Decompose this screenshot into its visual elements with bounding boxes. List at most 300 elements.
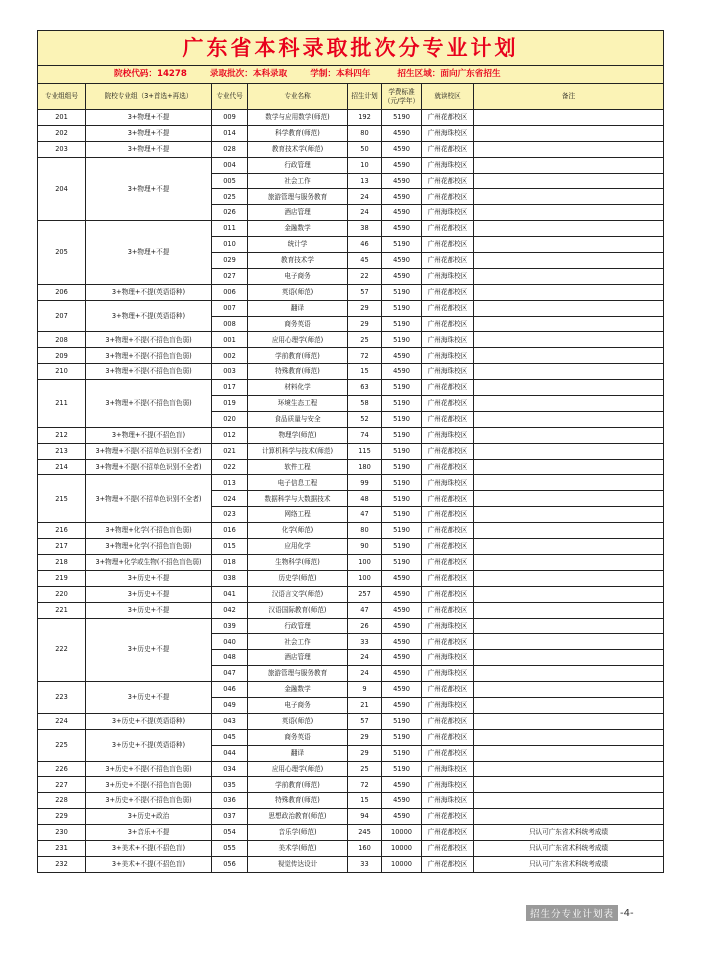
note	[474, 634, 664, 650]
major-code: 022	[212, 459, 248, 475]
major-code: 055	[212, 840, 248, 856]
campus: 广州花都校区	[422, 523, 474, 539]
tuition: 5190	[382, 411, 422, 427]
group-requirement: 3+历史+政治	[86, 809, 212, 825]
campus: 广州花都校区	[422, 745, 474, 761]
tuition: 10000	[382, 825, 422, 841]
major-name: 数学与应用数学(师范)	[248, 110, 348, 126]
major-code: 015	[212, 539, 248, 555]
campus: 广州花都校区	[422, 840, 474, 856]
campus: 广州花都校区	[422, 443, 474, 459]
note	[474, 777, 664, 793]
major-code: 007	[212, 300, 248, 316]
major-name: 生物科学(师范)	[248, 554, 348, 570]
note	[474, 110, 664, 126]
group-requirement: 3+历史+不提	[86, 682, 212, 714]
group-number: 212	[38, 427, 86, 443]
table-row	[38, 348, 664, 364]
plan-count: 45	[348, 253, 382, 269]
tuition: 5190	[382, 427, 422, 443]
group-number: 226	[38, 761, 86, 777]
plan-count: 24	[348, 666, 382, 682]
group-number: 215	[38, 475, 86, 523]
note	[474, 300, 664, 316]
group-number: 207	[38, 300, 86, 332]
note	[474, 237, 664, 253]
group-number: 213	[38, 443, 86, 459]
campus: 广州花都校区	[422, 507, 474, 523]
campus: 广州花都校区	[422, 189, 474, 205]
tuition: 4590	[382, 570, 422, 586]
table-row	[38, 380, 664, 396]
major-name: 特殊教育(师范)	[248, 364, 348, 380]
table-row	[38, 443, 664, 459]
major-code: 027	[212, 268, 248, 284]
major-name: 统计学	[248, 237, 348, 253]
plan-count: 80	[348, 523, 382, 539]
major-name: 学前教育(师范)	[248, 348, 348, 364]
major-code: 056	[212, 856, 248, 872]
group-number: 211	[38, 380, 86, 428]
major-name: 物理学(师范)	[248, 427, 348, 443]
info-bar	[38, 66, 664, 84]
plan-count: 94	[348, 809, 382, 825]
campus: 广州花都校区	[422, 602, 474, 618]
major-code: 039	[212, 618, 248, 634]
note	[474, 745, 664, 761]
group-requirement: 3+物理+不提(英语语种)	[86, 284, 212, 300]
campus: 广州花都校区	[422, 221, 474, 237]
major-code: 018	[212, 554, 248, 570]
table-row	[38, 856, 664, 872]
major-code: 020	[212, 411, 248, 427]
major-name: 教育技术学	[248, 253, 348, 269]
plan-count: 257	[348, 586, 382, 602]
major-code: 044	[212, 745, 248, 761]
major-name: 特殊教育(师范)	[248, 793, 348, 809]
plan-count: 52	[348, 411, 382, 427]
tuition: 10000	[382, 856, 422, 872]
tuition: 4590	[382, 205, 422, 221]
table-row	[38, 729, 664, 745]
group-number: 205	[38, 221, 86, 285]
campus: 广州花都校区	[422, 729, 474, 745]
group-requirement: 3+历史+不提(不招色盲色弱)	[86, 761, 212, 777]
tuition: 5190	[382, 507, 422, 523]
plan-count: 99	[348, 475, 382, 491]
plan-count: 13	[348, 173, 382, 189]
campus: 广州花都校区	[422, 141, 474, 157]
group-requirement: 3+物理+不提	[86, 110, 212, 126]
campus: 广州海珠校区	[422, 427, 474, 443]
major-code: 005	[212, 173, 248, 189]
table-row	[38, 332, 664, 348]
major-name: 网络工程	[248, 507, 348, 523]
major-name: 科学教育(师范)	[248, 125, 348, 141]
major-name: 视觉传达设计	[248, 856, 348, 872]
group-requirement: 3+物理+不提(不招色盲色弱)	[86, 380, 212, 428]
group-number: 203	[38, 141, 86, 157]
campus: 广州海珠校区	[422, 268, 474, 284]
tuition: 4590	[382, 173, 422, 189]
tuition: 5190	[382, 316, 422, 332]
campus: 广州花都校区	[422, 316, 474, 332]
major-name: 翻译	[248, 745, 348, 761]
campus: 广州花都校区	[422, 825, 474, 841]
group-requirement: 3+美术+不提(不招色盲)	[86, 856, 212, 872]
group-number: 227	[38, 777, 86, 793]
campus: 广州花都校区	[422, 570, 474, 586]
group-number: 222	[38, 618, 86, 682]
major-name: 英语(师范)	[248, 284, 348, 300]
major-name: 旅游管理与服务教育	[248, 666, 348, 682]
plan-count: 21	[348, 697, 382, 713]
campus: 广州花都校区	[422, 380, 474, 396]
tuition: 4590	[382, 586, 422, 602]
group-requirement: 3+物理+不提(不招单色识别不全者)	[86, 459, 212, 475]
group-number: 208	[38, 332, 86, 348]
tuition: 5190	[382, 380, 422, 396]
plan-count: 24	[348, 650, 382, 666]
major-code: 008	[212, 316, 248, 332]
major-name: 历史学(师范)	[248, 570, 348, 586]
note	[474, 697, 664, 713]
group-number: 219	[38, 570, 86, 586]
tuition: 4590	[382, 618, 422, 634]
major-code: 024	[212, 491, 248, 507]
plan-count: 72	[348, 348, 382, 364]
plan-count: 72	[348, 777, 382, 793]
admission-batch: 录取批次：本科录取	[209, 69, 288, 80]
campus: 广州海珠校区	[422, 125, 474, 141]
tuition: 5190	[382, 332, 422, 348]
plan-count: 22	[348, 268, 382, 284]
major-code: 054	[212, 825, 248, 841]
campus: 广州花都校区	[422, 539, 474, 555]
major-name: 思想政治教育(师范)	[248, 809, 348, 825]
group-requirement: 3+物理+不提(不招色盲)	[86, 427, 212, 443]
group-requirement: 3+物理+不提(不招单色识别不全者)	[86, 475, 212, 523]
note	[474, 221, 664, 237]
plan-count: 58	[348, 396, 382, 412]
campus: 广州海珠校区	[422, 697, 474, 713]
note	[474, 364, 664, 380]
plan-count: 50	[348, 141, 382, 157]
major-code: 010	[212, 237, 248, 253]
tuition: 4590	[382, 650, 422, 666]
group-requirement: 3+物理+不提	[86, 221, 212, 285]
campus: 广州花都校区	[422, 173, 474, 189]
major-code: 029	[212, 253, 248, 269]
major-code: 006	[212, 284, 248, 300]
tuition: 4590	[382, 268, 422, 284]
note	[474, 586, 664, 602]
group-requirement: 3+物理+不提(不招单色识别不全者)	[86, 443, 212, 459]
group-number: 206	[38, 284, 86, 300]
table-row	[38, 570, 664, 586]
page-footer	[526, 906, 634, 920]
tuition: 5190	[382, 713, 422, 729]
plan-count: 24	[348, 205, 382, 221]
note: 只认可广东省术科统考成绩	[474, 856, 664, 872]
note	[474, 554, 664, 570]
plan-count: 33	[348, 856, 382, 872]
tuition: 4590	[382, 364, 422, 380]
group-requirement: 3+物理+不提	[86, 125, 212, 141]
tuition: 4590	[382, 189, 422, 205]
table-row	[38, 554, 664, 570]
note	[474, 618, 664, 634]
group-number: 209	[38, 348, 86, 364]
campus: 广州花都校区	[422, 459, 474, 475]
tuition: 4590	[382, 682, 422, 698]
note	[474, 793, 664, 809]
group-number: 223	[38, 682, 86, 714]
plan-count: 29	[348, 316, 382, 332]
note: 只认可广东省术科统考成绩	[474, 825, 664, 841]
note	[474, 348, 664, 364]
header-major-code: 专业代号	[212, 84, 248, 110]
plan-count: 100	[348, 570, 382, 586]
table-row	[38, 364, 664, 380]
tuition: 10000	[382, 840, 422, 856]
header-group-requirement: 院校专业组（3+首选+再选）	[86, 84, 212, 110]
note	[474, 173, 664, 189]
major-name: 学前教育(师范)	[248, 777, 348, 793]
major-name: 翻译	[248, 300, 348, 316]
note	[474, 713, 664, 729]
table-row	[38, 300, 664, 316]
note	[474, 507, 664, 523]
group-requirement: 3+历史+不提(不招色盲色弱)	[86, 793, 212, 809]
group-number: 201	[38, 110, 86, 126]
tuition: 4590	[382, 157, 422, 173]
admission-plan-table	[37, 30, 664, 873]
group-requirement: 3+历史+不提	[86, 602, 212, 618]
campus: 广州花都校区	[422, 682, 474, 698]
tuition: 5190	[382, 110, 422, 126]
campus: 广州海珠校区	[422, 666, 474, 682]
major-name: 化学(师范)	[248, 523, 348, 539]
major-code: 040	[212, 634, 248, 650]
campus: 广州花都校区	[422, 110, 474, 126]
note	[474, 650, 664, 666]
tuition: 4590	[382, 793, 422, 809]
table-row	[38, 761, 664, 777]
major-name: 食品质量与安全	[248, 411, 348, 427]
campus: 广州花都校区	[422, 284, 474, 300]
tuition: 5190	[382, 745, 422, 761]
admission-plan-sheet	[37, 30, 663, 873]
major-code: 023	[212, 507, 248, 523]
tuition: 4590	[382, 634, 422, 650]
plan-count: 80	[348, 125, 382, 141]
tuition: 4590	[382, 141, 422, 157]
plan-count: 74	[348, 427, 382, 443]
major-name: 行政管理	[248, 618, 348, 634]
campus: 广州花都校区	[422, 713, 474, 729]
major-name: 金融数学	[248, 682, 348, 698]
major-code: 001	[212, 332, 248, 348]
plan-count: 47	[348, 507, 382, 523]
tuition: 5190	[382, 459, 422, 475]
schooling-system: 学制：本科四年	[310, 69, 371, 80]
campus: 广州海珠校区	[422, 157, 474, 173]
campus: 广州海珠校区	[422, 793, 474, 809]
note	[474, 761, 664, 777]
tuition: 4590	[382, 697, 422, 713]
plan-count: 90	[348, 539, 382, 555]
plan-count: 57	[348, 713, 382, 729]
major-name: 计算机科学与技术(师范)	[248, 443, 348, 459]
major-name: 行政管理	[248, 157, 348, 173]
header-plan: 招生计划	[348, 84, 382, 110]
major-name: 汉语言文学(师范)	[248, 586, 348, 602]
group-number: 220	[38, 586, 86, 602]
table-row	[38, 110, 664, 126]
note	[474, 141, 664, 157]
plan-count: 46	[348, 237, 382, 253]
major-code: 026	[212, 205, 248, 221]
group-requirement: 3+历史+不提	[86, 618, 212, 682]
major-name: 商务英语	[248, 729, 348, 745]
group-number: 216	[38, 523, 86, 539]
plan-count: 115	[348, 443, 382, 459]
major-name: 软件工程	[248, 459, 348, 475]
campus: 广州海珠校区	[422, 475, 474, 491]
group-requirement: 3+物理+不提(英语语种)	[86, 300, 212, 332]
tuition: 5190	[382, 237, 422, 253]
major-name: 环境生态工程	[248, 396, 348, 412]
campus: 广州花都校区	[422, 253, 474, 269]
major-name: 数据科学与大数据技术	[248, 491, 348, 507]
group-number: 202	[38, 125, 86, 141]
major-code: 048	[212, 650, 248, 666]
major-code: 003	[212, 364, 248, 380]
campus: 广州花都校区	[422, 634, 474, 650]
note: 只认可广东省术科统考成绩	[474, 840, 664, 856]
group-requirement: 3+音乐+不提	[86, 825, 212, 841]
header-group-number: 专业组组号	[38, 84, 86, 110]
major-name: 社会工作	[248, 634, 348, 650]
group-requirement: 3+历史+不提	[86, 570, 212, 586]
major-code: 043	[212, 713, 248, 729]
note	[474, 666, 664, 682]
tuition: 5190	[382, 300, 422, 316]
major-code: 028	[212, 141, 248, 157]
note	[474, 316, 664, 332]
tuition: 5190	[382, 761, 422, 777]
tuition: 4590	[382, 777, 422, 793]
table-row	[38, 618, 664, 634]
tuition: 4590	[382, 125, 422, 141]
major-name: 旅游管理与服务教育	[248, 189, 348, 205]
major-name: 酒店管理	[248, 650, 348, 666]
campus: 广州海珠校区	[422, 761, 474, 777]
campus: 广州花都校区	[422, 809, 474, 825]
tuition: 5190	[382, 491, 422, 507]
plan-count: 63	[348, 380, 382, 396]
note	[474, 475, 664, 491]
plan-count: 25	[348, 332, 382, 348]
plan-count: 180	[348, 459, 382, 475]
major-name: 应用心理学(师范)	[248, 761, 348, 777]
tuition: 4590	[382, 666, 422, 682]
group-number: 228	[38, 793, 86, 809]
tuition: 5190	[382, 475, 422, 491]
group-requirement: 3+物理+不提(不招色盲色弱)	[86, 332, 212, 348]
table-row	[38, 539, 664, 555]
plan-count: 38	[348, 221, 382, 237]
tuition: 4590	[382, 348, 422, 364]
major-code: 035	[212, 777, 248, 793]
tuition: 4590	[382, 602, 422, 618]
major-code: 047	[212, 666, 248, 682]
major-name: 酒店管理	[248, 205, 348, 221]
tuition: 5190	[382, 729, 422, 745]
major-code: 049	[212, 697, 248, 713]
group-number: 204	[38, 157, 86, 221]
major-code: 016	[212, 523, 248, 539]
note	[474, 157, 664, 173]
note	[474, 459, 664, 475]
table-row	[38, 523, 664, 539]
note	[474, 125, 664, 141]
note	[474, 427, 664, 443]
tuition: 5190	[382, 284, 422, 300]
table-row	[38, 284, 664, 300]
table-row	[38, 157, 664, 173]
major-name: 汉语国际教育(师范)	[248, 602, 348, 618]
major-code: 034	[212, 761, 248, 777]
header-tuition: 学费标准（元/学年）	[382, 84, 422, 110]
note	[474, 443, 664, 459]
plan-count: 24	[348, 189, 382, 205]
plan-count: 29	[348, 729, 382, 745]
note	[474, 268, 664, 284]
note	[474, 682, 664, 698]
campus: 广州花都校区	[422, 586, 474, 602]
page-number: -4-	[620, 907, 634, 919]
table-row	[38, 713, 664, 729]
tuition: 5190	[382, 539, 422, 555]
table-row	[38, 221, 664, 237]
campus: 广州花都校区	[422, 491, 474, 507]
major-name: 应用化学	[248, 539, 348, 555]
table-row	[38, 427, 664, 443]
major-name: 英语(师范)	[248, 713, 348, 729]
campus: 广州花都校区	[422, 300, 474, 316]
plan-count: 15	[348, 364, 382, 380]
group-number: 232	[38, 856, 86, 872]
note	[474, 253, 664, 269]
plan-count: 47	[348, 602, 382, 618]
campus: 广州海珠校区	[422, 332, 474, 348]
major-name: 应用心理学(师范)	[248, 332, 348, 348]
major-name: 电子商务	[248, 697, 348, 713]
major-code: 042	[212, 602, 248, 618]
campus: 广州海珠校区	[422, 650, 474, 666]
major-name: 教育技术学(师范)	[248, 141, 348, 157]
campus: 广州花都校区	[422, 396, 474, 412]
major-code: 004	[212, 157, 248, 173]
campus: 广州海珠校区	[422, 205, 474, 221]
group-number: 231	[38, 840, 86, 856]
campus: 广州花都校区	[422, 411, 474, 427]
school-code: 院校代码：14278	[114, 69, 187, 80]
plan-count: 100	[348, 554, 382, 570]
note	[474, 491, 664, 507]
